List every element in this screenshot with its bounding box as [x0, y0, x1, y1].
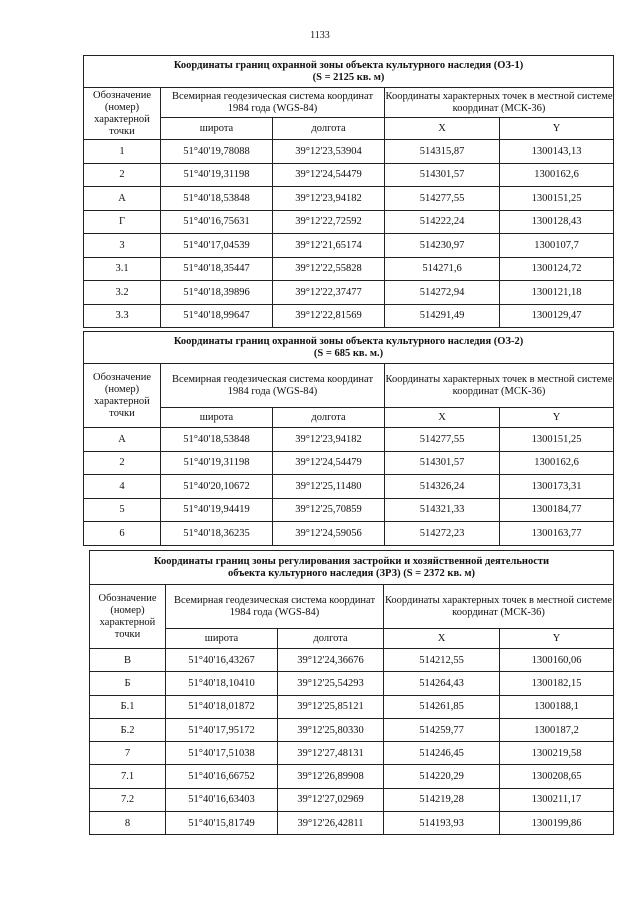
cell-y: 1300151,25 — [500, 428, 614, 452]
cell-longitude: 39°12'25,54293 — [278, 672, 384, 695]
cell-y: 1300143,13 — [500, 140, 614, 164]
cell-y: 1300184,77 — [500, 498, 614, 522]
cell-point: Б.1 — [90, 695, 166, 718]
cell-longitude: 39°12'25,80330 — [278, 718, 384, 741]
cell-latitude: 51°40'19,31198 — [161, 163, 273, 187]
cell-latitude: 51°40'16,63403 — [166, 788, 278, 811]
cell-latitude: 51°40'18,35447 — [161, 257, 273, 281]
cell-y: 1300173,31 — [500, 475, 614, 499]
cell-y: 1300188,1 — [500, 695, 614, 718]
cell-x: 514315,87 — [385, 140, 500, 164]
header-y: Y — [500, 118, 614, 140]
cell-longitude: 39°12'26,89908 — [278, 765, 384, 788]
table-title-line1: Координаты границ зоны регулирования застройки и хозяйственной деятельности — [153, 555, 550, 567]
cell-point: 7.2 — [90, 788, 166, 811]
cell-y: 1300182,15 — [500, 672, 614, 695]
header-latitude: широта — [161, 408, 273, 428]
cell-y: 1300128,43 — [500, 210, 614, 234]
cell-latitude: 51°40'17,95172 — [166, 718, 278, 741]
cell-point: Б.2 — [90, 718, 166, 741]
cell-y: 1300151,25 — [500, 187, 614, 211]
cell-point: 8 — [90, 812, 166, 835]
header-wgs: Всемирная геодезическая система координат 1984 года (WGS-84) — [166, 585, 384, 629]
cell-x: 514291,49 — [385, 304, 500, 328]
cell-longitude: 39°12'23,53904 — [273, 140, 385, 164]
cell-y: 1300124,72 — [500, 257, 614, 281]
cell-y: 1300219,58 — [500, 742, 614, 765]
cell-x: 514277,55 — [385, 428, 500, 452]
table-title-line2: (S = 2125 кв. м) — [312, 71, 385, 83]
cell-latitude: 51°40'16,43267 — [166, 649, 278, 672]
cell-point: Г — [84, 210, 161, 234]
cell-longitude: 39°12'22,55828 — [273, 257, 385, 281]
header-point: Обозначение (номер) характерной точки — [90, 585, 166, 649]
header-latitude: широта — [166, 629, 278, 649]
cell-latitude: 51°40'17,51038 — [166, 742, 278, 765]
cell-point: 3.2 — [84, 281, 161, 305]
cell-y: 1300208,65 — [500, 765, 614, 788]
cell-x: 514301,57 — [385, 451, 500, 475]
header-x: X — [385, 408, 500, 428]
table-body — [84, 428, 614, 546]
table-row — [84, 451, 614, 475]
cell-x: 514261,85 — [384, 695, 500, 718]
table-row — [90, 765, 614, 788]
table-body — [84, 140, 614, 328]
header-x: X — [384, 629, 500, 649]
cell-point: 2 — [84, 451, 161, 475]
table-row — [84, 281, 614, 305]
cell-latitude: 51°40'16,66752 — [166, 765, 278, 788]
cell-point: 7.1 — [90, 765, 166, 788]
cell-longitude: 39°12'27,02969 — [278, 788, 384, 811]
cell-longitude: 39°12'24,59056 — [273, 522, 385, 546]
cell-y: 1300160,06 — [500, 649, 614, 672]
header-point: Обозначение (номер) характерной точки — [84, 88, 161, 140]
table-row — [90, 742, 614, 765]
cell-longitude: 39°12'25,85121 — [278, 695, 384, 718]
cell-point: В — [90, 649, 166, 672]
cell-longitude: 39°12'22,81569 — [273, 304, 385, 328]
table-row — [90, 649, 614, 672]
table-title-line1: Координаты границ охранной зоны объекта культурного наследия (ОЗ-1) — [173, 59, 524, 71]
table-row — [90, 695, 614, 718]
table-row — [84, 210, 614, 234]
cell-y: 1300187,2 — [500, 718, 614, 741]
cell-longitude: 39°12'24,54479 — [273, 451, 385, 475]
cell-x: 514301,57 — [385, 163, 500, 187]
cell-point: 7 — [90, 742, 166, 765]
cell-latitude: 51°40'19,78088 — [161, 140, 273, 164]
header-local: Координаты характерных точек в местной системе координат (МСК-36) — [385, 364, 614, 408]
cell-x: 514277,55 — [385, 187, 500, 211]
cell-x: 514212,55 — [384, 649, 500, 672]
header-local: Координаты характерных точек в местной системе координат (МСК-36) — [385, 88, 614, 118]
cell-point: 4 — [84, 475, 161, 499]
cell-latitude: 51°40'18,01872 — [166, 695, 278, 718]
cell-point: 3 — [84, 234, 161, 258]
cell-longitude: 39°12'24,54479 — [273, 163, 385, 187]
header-longitude: долгота — [273, 118, 385, 140]
cell-y: 1300129,47 — [500, 304, 614, 328]
cell-latitude: 51°40'18,99647 — [161, 304, 273, 328]
cell-longitude: 39°12'23,94182 — [273, 187, 385, 211]
cell-x: 514220,29 — [384, 765, 500, 788]
table-row — [84, 304, 614, 328]
cell-y: 1300162,6 — [500, 163, 614, 187]
header-longitude: долгота — [278, 629, 384, 649]
header-y: Y — [500, 629, 614, 649]
cell-x: 514326,24 — [385, 475, 500, 499]
cell-longitude: 39°12'26,42811 — [278, 812, 384, 835]
cell-point: 6 — [84, 522, 161, 546]
cell-latitude: 51°40'16,75631 — [161, 210, 273, 234]
coordinates-table-oz2 — [83, 331, 614, 546]
table-title-line2: объекта культурного наследия (ЗРЗ) (S = 2372 кв. м) — [227, 567, 476, 579]
cell-x: 514264,43 — [384, 672, 500, 695]
table-row — [84, 234, 614, 258]
header-wgs: Всемирная геодезическая система координат 1984 года (WGS-84) — [161, 364, 385, 408]
cell-y: 1300121,18 — [500, 281, 614, 305]
cell-y: 1300211,17 — [500, 788, 614, 811]
table-row — [90, 788, 614, 811]
table-row — [84, 140, 614, 164]
table-row — [84, 163, 614, 187]
table-row — [84, 257, 614, 281]
cell-longitude: 39°12'25,70859 — [273, 498, 385, 522]
cell-point: 1 — [84, 140, 161, 164]
cell-x: 514230,97 — [385, 234, 500, 258]
coordinates-table-zrz — [89, 550, 614, 835]
table-row — [84, 475, 614, 499]
cell-x: 514272,94 — [385, 281, 500, 305]
cell-longitude: 39°12'25,11480 — [273, 475, 385, 499]
cell-x: 514193,93 — [384, 812, 500, 835]
table-title — [90, 551, 614, 585]
cell-y: 1300163,77 — [500, 522, 614, 546]
table-title-line2: (S = 685 кв. м.) — [313, 347, 384, 359]
cell-y: 1300107,7 — [500, 234, 614, 258]
cell-latitude: 51°40'15,81749 — [166, 812, 278, 835]
cell-longitude: 39°12'22,72592 — [273, 210, 385, 234]
cell-point: А — [84, 428, 161, 452]
page-number: 1133 — [310, 30, 330, 41]
cell-y: 1300162,6 — [500, 451, 614, 475]
cell-longitude: 39°12'27,48131 — [278, 742, 384, 765]
cell-point: Б — [90, 672, 166, 695]
table-row — [90, 672, 614, 695]
cell-x: 514321,33 — [385, 498, 500, 522]
cell-point: 2 — [84, 163, 161, 187]
cell-longitude: 39°12'23,94182 — [273, 428, 385, 452]
cell-point: 3.3 — [84, 304, 161, 328]
cell-latitude: 51°40'18,53848 — [161, 428, 273, 452]
table-title — [84, 56, 614, 88]
cell-latitude: 51°40'19,31198 — [161, 451, 273, 475]
header-longitude: долгота — [273, 408, 385, 428]
cell-x: 514246,45 — [384, 742, 500, 765]
cell-point: А — [84, 187, 161, 211]
table-title — [84, 332, 614, 364]
cell-x: 514222,24 — [385, 210, 500, 234]
table-row — [90, 812, 614, 835]
table-row — [90, 718, 614, 741]
cell-longitude: 39°12'21,65174 — [273, 234, 385, 258]
table-row — [84, 187, 614, 211]
coordinates-table-oz1 — [83, 55, 614, 328]
header-local: Координаты характерных точек в местной системе координат (МСК-36) — [384, 585, 614, 629]
cell-latitude: 51°40'18,10410 — [166, 672, 278, 695]
cell-latitude: 51°40'20,10672 — [161, 475, 273, 499]
table-title-line1: Координаты границ охранной зоны объекта культурного наследия (ОЗ-2) — [173, 335, 524, 347]
cell-point: 3.1 — [84, 257, 161, 281]
cell-x: 514271,6 — [385, 257, 500, 281]
table-row — [84, 428, 614, 452]
table-row — [84, 522, 614, 546]
cell-point: 5 — [84, 498, 161, 522]
cell-latitude: 51°40'17,04539 — [161, 234, 273, 258]
header-point: Обозначение (номер) характерной точки — [84, 364, 161, 428]
cell-longitude: 39°12'24,36676 — [278, 649, 384, 672]
cell-x: 514219,28 — [384, 788, 500, 811]
header-y: Y — [500, 408, 614, 428]
header-latitude: широта — [161, 118, 273, 140]
header-wgs: Всемирная геодезическая система координат 1984 года (WGS-84) — [161, 88, 385, 118]
table-row — [84, 498, 614, 522]
cell-longitude: 39°12'22,37477 — [273, 281, 385, 305]
cell-x: 514272,23 — [385, 522, 500, 546]
header-x: X — [385, 118, 500, 140]
cell-x: 514259,77 — [384, 718, 500, 741]
cell-latitude: 51°40'19,94419 — [161, 498, 273, 522]
cell-latitude: 51°40'18,39896 — [161, 281, 273, 305]
cell-latitude: 51°40'18,53848 — [161, 187, 273, 211]
table-body — [90, 649, 614, 835]
cell-y: 1300199,86 — [500, 812, 614, 835]
cell-latitude: 51°40'18,36235 — [161, 522, 273, 546]
